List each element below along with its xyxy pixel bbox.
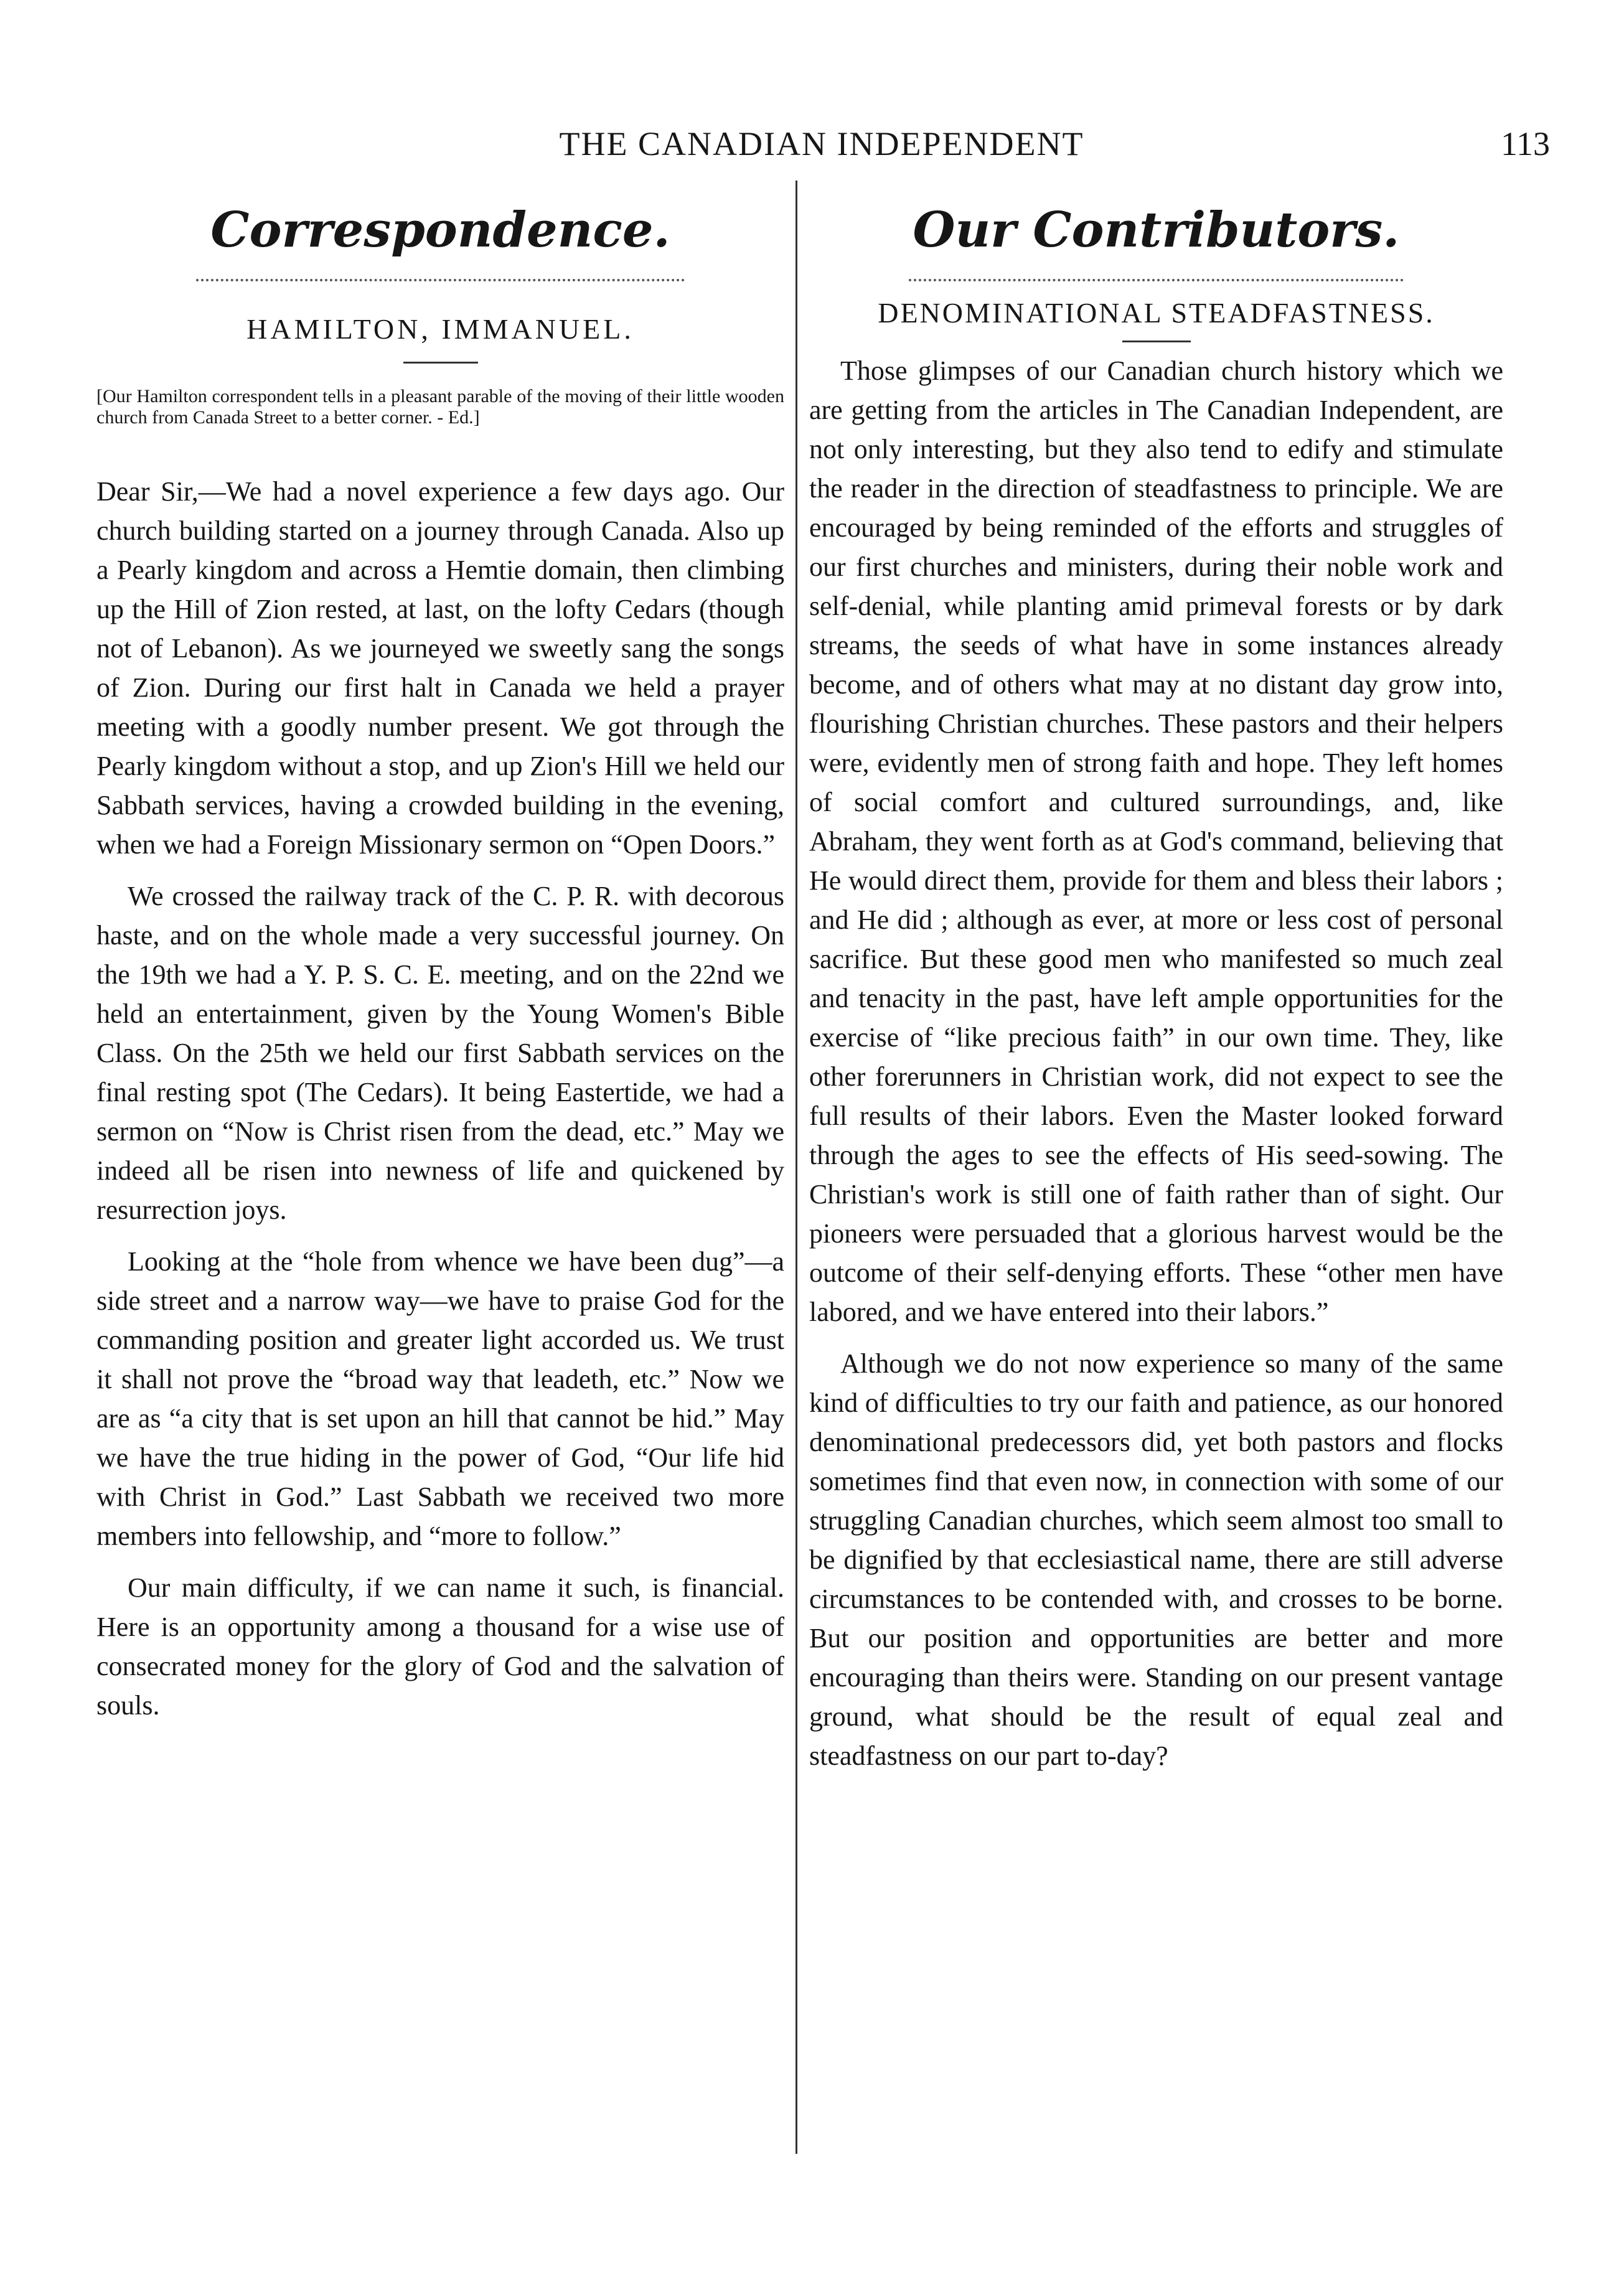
paragraph: Those glimpses of our Canadian church history which we are getting from the articles in The Canadian Independent, are not only interesting, but they also tend to edify and stimulate the reader in the direction of steadfastness to principle. We are encouraged by being reminded of the efforts and struggles of our first churches and ministers, during their noble work and self-denial, while planting amid primeval forests or by dark streams, the seeds of what have in some instances already become, and of others what may at no distant day grow into, flourishing Christian churches. These pastors and their helpers were, evidently men of strong faith and hope. They left homes of social comfort and cultured surroundings, and, like Abraham, they went forth as at God's command, believing that He would direct them, provide for them and bless their labors ; and He did ; although as ever, at more or less cost of personal sacrifice. But these good men who manifested so much zeal and tenacity in the past, have left ample opportunities for the exercise of “like precious faith” in our own time. They, like other forerunners in Christian work, did not expect to see the full results of their labors. Even the Master looked forward through the ages to see the effects of His seed-sowing. The Christian's work is still one of faith rather than of sight. Our pioneers were persuaded that a glorious harvest would be the outcome of their self-denying efforts. These “other men have labored, and we have entered into their labors.” [809,355,1503,1327]
paragraph: Although we do not now experience so many of the same kind of difficulties to try our faith and patience, as our honored denominational predecessors did, yet both pastors and flocks sometimes find that even now, in connection with some of our struggling Canadian churches, which seem almost too small to be dignified by that ecclesiastical name, there are still adverse circumstances to be contended with, and crosses to be borne. But our position and opportunities are better and more encouraging than theirs were. Standing on our present vantage ground, what should be the result of equal zeal and steadfastness on our part to-day? [809,1348,1503,1771]
article-title: HAMILTON, IMMANUEL. [246,313,634,345]
title-rule [403,362,478,364]
running-title: THE CANADIAN INDEPENDENT [559,125,1084,162]
section-heading-contributors: Our Contributors. [913,202,1400,258]
article-title: DENOMINATIONAL STEADFASTNESS. [878,297,1435,329]
ornament-rule [909,279,1404,281]
right-column [809,187,1503,1788]
section-heading-correspondence: Correspondence. [210,202,670,258]
ornament-rule [196,279,685,281]
page-number: 113 [1501,125,1550,162]
paragraph: Looking at the “hole from whence we have been dug”—a side street and a narrow way—we have to praise God for the commanding position and greater light accorded us. We trust it shall not prove the “broad way that leadeth, etc.” Now we are as “a city that is set upon an hill that cannot be hid.” May we have the true hiding in the power of God, “Our life hid with Christ in God.” Last Sabbath we received two more members into fellowship, and “more to follow.” [96,1246,784,1551]
column-divider [796,181,797,2154]
editor-note: [Our Hamilton correspondent tells in a pleasant parable of the moving of their little wooden church from Canada Street to a better corner. - Ed.] [96,386,784,428]
running-head [93,124,1550,174]
title-rule [1122,341,1191,342]
left-column [96,187,784,1737]
paragraph: Our main difficulty, if we can name it such, is financial. Here is an opportunity among a thousand for a wise use of consecrated money for the glory of God and the salvation of souls. [96,1572,784,1721]
paragraph: We crossed the railway track of the C. P. R. with decorous haste, and on the whole made a very successful journey. On the 19th we had a Y. P. S. C. E. meeting, and on the 22nd we held an entertainment, given by the Young Women's Bible Class. On the 25th we held our first Sabbath services on the final resting spot (The Cedars). It being Eastertide, we had a sermon on “Now is Christ risen from the dead, etc.” May we indeed all be risen into newness of life and quickened by resurrection joys. [96,881,784,1225]
paragraph: Dear Sir,—We had a novel experience a few days ago. Our church building started on a journey through Canada. Also up a Pearly kingdom and across a Hemtie domain, then climbing up the Hill of Zion rested, at last, on the lofty Cedars (though not of Lebanon). As we journeyed we sweetly sang the songs of Zion. During our first halt in Canada we held a prayer meeting with a goodly number present. We got through the Pearly kingdom without a stop, and up Zion's Hill we held our Sabbath services, having a crowded building in the evening, when we had a Foreign Missionary sermon on “Open Doors.” [96,476,784,860]
